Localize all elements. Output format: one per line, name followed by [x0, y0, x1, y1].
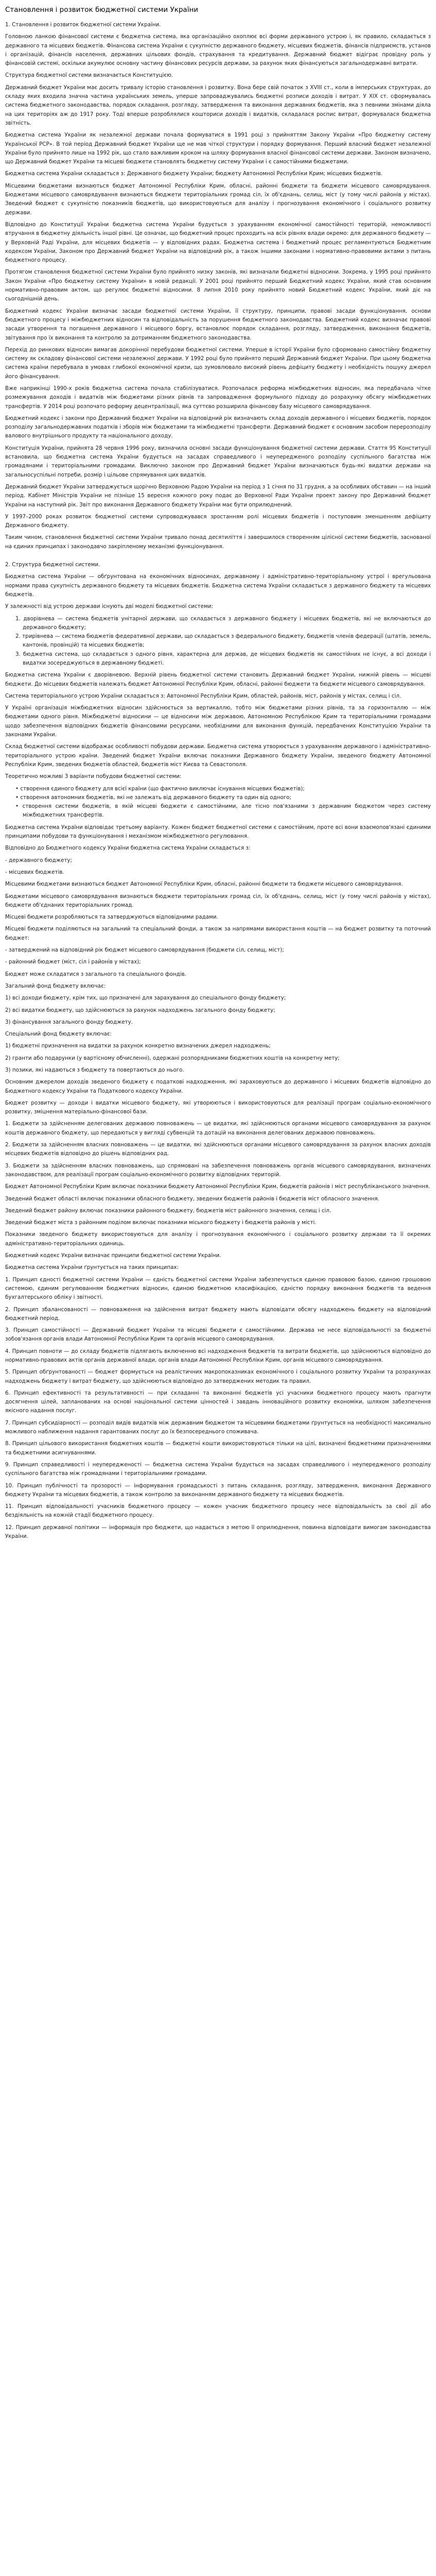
list-item: 1. дворівнева — система бюджетів унітарної держави, що складається з державного бюджету і місцевих бюджетів, які не включаються до державного бюджету;: [15, 615, 431, 631]
paragraph: 6. Принцип ефективності та результативності — при складанні та виконанні бюджетів усі учасники бюджетного процесу мають прагнути досягнення цілей, запланованих на основі національної системи цінностей і завдань інноваційного розвитку економіки, шляхом забезпечення якісного надання послуг.: [5, 1389, 431, 1414]
paragraph: Зведений бюджет району включає показники районного бюджету, бюджетів міст районного значення, селищ і сіл.: [5, 1207, 332, 1214]
paragraph: 8. Принцип цільового використання бюджетних коштів — бюджетні кошти використовуються тільки на цілі, визначені бюджетними призначеннями та бюджетними асигнуваннями.: [5, 1440, 431, 1456]
paragraph: 9. Принцип справедливості і неупередженості — бюджетна система України будується на засадах справедливого і неупередженого розподілу суспільного багатства між громадянами і територіальними громадами.: [5, 1461, 431, 1477]
paragraph: Протягом становлення бюджетної системи України було прийнято низку законів, які визначали бюджетні відносини. Зокрема, у 1995 році прийнято Закон України «Про бюджетну систему України» в новій редакції. У 2001 році прийнято перший Бюджетний кодекс України, який став основним нормативно-правовим актом, що регулює бюджетні відносини. 8 липня 2010 року прийнято новий Бюджетний кодекс України, який діє на сьогоднішній день.: [5, 269, 431, 302]
paragraph: У 1997–2000 роках розвиток бюджетної системи супроводжувався зростанням ролі місцевих бюджетів і поступовим зменшенням дефіциту Державного бюджету.: [5, 513, 431, 529]
paragraph: 3. Принцип самостійності — Державний бюджет України та місцеві бюджети є самостійними. Держава не несе відповідальності за бюджетні зобов'язання органів влади Автономної Республіки Крим та органів місцевого самоврядування.: [5, 1327, 431, 1343]
paragraph: Бюджетами місцевого самоврядування визнаються бюджети територіальних громад сіл, їх об'єднань, селищ, міст (у тому числі районів у містах), бюджети об'єднаних територіальних громад.: [5, 893, 431, 908]
paragraph: 2) гранти або подарунки (у вартісному обчисленні), одержані розпорядниками бюджетних коштів на конкретну мету;: [5, 1055, 340, 1061]
paragraph: Відповідно до Конституції України бюджетна система України будується з урахуванням економічної самостійності територій, неможливості втручання в бюджетну діяльність іншої рівні. Це означає, що бюджетний процес проходить на всіх рівнях влади окремо: для державного бюджету — у Верховній Раді України, для місцевих бюджетів — у відповідних радах. Бюджетна система і бюджетний процес регламентуються Бюджетним кодексом України, Законом про Державний бюджет України на відповідний рік, а також іншими законами і нормативно-правовими актами з питань бюджетного процесу.: [5, 221, 431, 264]
paragraph: Перехід до ринкових відносин вимагав докорінної перебудови бюджетної системи. Уперше в історії України було сформовано самостійну бюджетну систему як складову фінансової системи незалежної держави. У 1992 році було прийнято перший Державний бюджет України. При цьому бюджетна система країни перебувала в умовах глибокої економічної кризи, що зумовлювало високий рівень дефіциту бюджету і необхідність пошуку джерел його фінансування.: [5, 346, 431, 380]
paragraph: 1) всі доходи бюджету, крім тих, що призначені для зарахування до спеціального фонду бюджету;: [5, 995, 286, 1002]
paragraph: Склад бюджетної системи відображає особливості побудови держави. Бюджетна система утворюється з урахуванням державного і адміністративно-територіального устрою країни. Зведений бюджет України включає показники Державного бюджету України, зведеного бюджету Автономної Республіки Крим, зведених бюджетів областей, бюджетів міст Києва та Севастополя.: [5, 743, 431, 768]
paragraph: 1. Становлення і розвиток бюджетної системи України.: [5, 22, 161, 28]
paragraph: Бюджет може складатися з загального та спеціального фондів.: [5, 971, 186, 977]
paragraph: 2. Принцип збалансованості — повноваження на здійснення витрат бюджету мають відповідати обсягу надходжень бюджету на відповідний бюджетний період.: [5, 1306, 431, 1321]
list-item: 3. бюджетна система, що складається з одного рівня, характерна для держав, де місцевих бюджетів як самостійних не існує, а всі доходи і видатки зосереджуються в державному бюджеті.: [15, 651, 431, 666]
paragraph: Місцеві бюджети поділяються на загальний та спеціальний фонди, а також за напрямами використання коштів — на бюджет розвитку та поточний бюджет:: [5, 926, 431, 941]
paragraph: Показники зведеного бюджету використовуються для аналізу і прогнозування економічного і соціального розвитку держави та її окремих адміністративно-територіальних одиниць.: [5, 1231, 431, 1247]
paragraph: 1) бюджетні призначення на видатки за рахунок конкретно визначених джерел надходжень;: [5, 1043, 271, 1049]
document-title: Становлення і розвиток бюджетної системи України: [5, 6, 199, 14]
paragraph: 3) фінансування загального фонду бюджету.: [5, 1019, 133, 1025]
paragraph: Бюджетна система України складається з: Державного бюджету України; бюджету Автономної Республіки Крим; місцевих бюджетів.: [5, 171, 382, 177]
document-body: [5, 21, 431, 1541]
paragraph: Бюджетний кодекс України визначає засади бюджетної системи України, її структуру, принципи, правові засади функціонування, основи бюджетного процесу і міжбюджетних відносин та відповідальність за порушення бюджетного законодавства. Бюджетний кодекс визначає правові засади утворення та погашення державного і місцевого боргу, встановлює порядок складання, розгляду, затвердження, виконання бюджетів, звітування про їх виконання та контролю за дотриманням бюджетного законодавства.: [5, 308, 431, 341]
paragraph: Бюджетний кодекс і закони про Державний бюджет України на відповідний рік визначають склад доходів державного і місцевих бюджетів, порядок розподілу загальнодержавних податків і зборів між бюджетами та міжбюджетні трансферти. Державний бюджет є основним засобом перерозподілу валового внутрішнього продукту та національного доходу.: [5, 415, 431, 439]
paragraph: Зведений бюджет міста з районним поділом включає показники міського бюджету і бюджетів районів у місті.: [5, 1219, 317, 1226]
paragraph: Зведений бюджет області включає показники обласного бюджету, зведених бюджетів районів і бюджетів міст обласного значення.: [5, 1195, 379, 1202]
paragraph: Державний бюджет України затверджується щорічно Верховною Радою України на період з 1 січня по 31 грудня, а за особливих обставин — на інший період. Кабінет Міністрів України не пізніше 15 вересня кожного року подає до Верховної Ради України проект закону про Державний бюджет України на наступний рік. Звіт про виконання Державного бюджету України має бути оприлюднений.: [5, 483, 431, 508]
paragraph: - затверджений на відповідний рік бюджет місцевого самоврядування (бюджети сіл, селищ, міст);: [5, 947, 284, 954]
list-item: • створення єдиного бюджету для всієї країни (що фактично виключає існування місцевих бюджетів);: [15, 785, 305, 792]
paragraph: Місцеві бюджети розробляються та затверджуються відповідними радами.: [5, 914, 218, 921]
paragraph: Система територіального устрою України складається з: Автономної Республіки Крим, областей, районів, міст, районів у містах, селищ і сіл.: [5, 692, 402, 699]
paragraph: 3) позики, які надаються з бюджету та повертаються до нього.: [5, 1066, 184, 1073]
paragraph: Відповідно до Бюджетного кодексу України бюджетна система України складається з:: [5, 845, 251, 852]
paragraph: Бюджет розвитку — доходи і видатки місцевого бюджету, які утворюються і використовуються для реалізації програм соціально-економічного розвитку, зміцнення матеріально-фінансової бази.: [5, 1099, 431, 1115]
paragraph: Структура бюджетної системи визначається Конституцією.: [5, 72, 173, 79]
paragraph: Головною ланкою фінансової системи є бюджетна система, яка організаційно охоплює всі форми державного устрою і, як правило, складається з державного та місцевих бюджетів. Фінансова система України є сукупністю державного бюджету, місцевих бюджетів, фінансів підприємств, установ і організацій, фінансів населення, державних цільових фондів, страхування та кредитування. Державний бюджет відіграє провідну роль у фінансовій системі, оскільки акумулює основну частину фінансових ресурсів держави, за рахунок яких фінансуються загальнодержавні витрати.: [5, 33, 431, 67]
paragraph: 1. Принцип єдності бюджетної системи України — єдність бюджетної системи України забезпечується єдиною правовою базою, єдиною грошовою системою, єдиним регулюванням бюджетних відносин, єдиною бюджетною класифікацією, єдністю порядку виконання бюджетів та ведення бухгалтерського обліку і звітності.: [5, 1276, 431, 1301]
paragraph: 12. Принцип державної політики — інформація про бюджети, що надається з метою її оприлюднення, повинна відповідати вимогам законодавства України.: [5, 1524, 431, 1540]
paragraph: У Україні організація міжбюджетних відносин здійснюється за вертикаллю, тобто між бюджетами різних рівнів, та за горизонталлю — між бюджетами одного рівня. Міжбюджетні відносини — це відносини між державою, Автономною Республікою Крим та територіальними громадами щодо забезпечення відповідних бюджетів фінансовими ресурсами, необхідними для виконання функцій, передбачених Конституцією України та законами України.: [5, 705, 431, 738]
paragraph: Основним джерелом доходів зведеного бюджету є податкові надходження, які зараховуються до державного і місцевих бюджетів відповідно до Бюджетного кодексу України та Податкового кодексу України.: [5, 1079, 431, 1094]
paragraph: - державного бюджету;: [5, 857, 72, 863]
paragraph: Теоретично можливі 3 варіанти побудови бюджетної системи:: [5, 773, 182, 780]
paragraph: 2) всі видатки бюджету, що здійснюються за рахунок надходжень загального фонду бюджету;: [5, 1007, 275, 1013]
list-item: • створення системи бюджетів, в якій місцеві бюджети є самостійними, але тісно пов'язаними з державним бюджетом через систему міжбюджетних трансфертів.: [15, 803, 431, 819]
paragraph: Бюджетна система України ґрунтується на таких принципах:: [5, 1264, 179, 1271]
paragraph: У залежності від устрою держави існують дві моделі бюджетної системи:: [5, 603, 213, 610]
paragraph: 2. Структура бюджетної системи.: [5, 562, 100, 568]
paragraph: Таким чином, становлення бюджетної системи України тривало понад десятиліття і завершилося створенням цілісної системи бюджетів, заснованої на єдиних принципах і законодавчо закріпленому механізмі функціонування.: [5, 534, 431, 550]
paragraph: Бюджетний кодекс України визначає принципи бюджетної системи України.: [5, 1252, 221, 1259]
paragraph: Бюджетна система України як незалежної держави почала формуватися в 1991 році з прийняттям Закону України «Про бюджетну систему Української РСР». В той період Державний бюджет України ще не мав чіткої структури і порядку формування. Перший власний бюджет незалежної України було прийнято лише на 1992 рік, що стало важливим кроком на шляху формування власної фінансової системи держави. Законом визначено, що Державний бюджет України та місцеві бюджети становлять бюджетну систему України і є самостійними бюджетами.: [5, 132, 431, 165]
paragraph: Бюджет Автономної Республіки Крим включає показники бюджету Автономної Республіки Крим, бюджетів районів і міст республіканського значення.: [5, 1183, 430, 1190]
paragraph: Бюджетна система України — обґрунтована на економічних відносинах, державному і адміністративно-територіальному устрої і врегульована нормами права сукупність державного бюджету та місцевих бюджетів. Бюджетна система України складається з державного бюджету та місцевих бюджетів.: [5, 573, 431, 598]
paragraph: Спеціальний фонд бюджету включає:: [5, 1031, 112, 1038]
paragraph: Бюджетна система України відповідає третьому варіанту. Кожен бюджет бюджетної системи є самостійним, проте всі вони взаємопов'язані єдиними принципами побудови та функціонування і механізмом міжбюджетного регулювання.: [5, 824, 431, 840]
paragraph: Місцевими бюджетами визнаються бюджет Автономної Республіки Крим, обласні, районні бюджети та бюджети місцевого самоврядування. Бюджетами місцевого самоврядування визнаються бюджети територіальних громад сіл, їх об'єднань, селищ, міст (у тому числі районів у містах). Зведений бюджет є сукупністю показників бюджетів, що використовуються для аналізу і прогнозування економічного і соціального розвитку держави.: [5, 182, 431, 216]
paragraph: 1. Бюджети за здійсненням делегованих державою повноважень — це видатки, які здійснюються органами місцевого самоврядування за рахунок коштів державного бюджету, що передаються у вигляді субвенцій та дотацій на виконання делегованих державою повноважень.: [5, 1121, 431, 1136]
paragraph: - районний бюджет (міст, сіл і районів у містах);: [5, 959, 141, 965]
paragraph: Вже наприкінці 1990-х років бюджетна система почала стабілізуватися. Розпочалася реформа міжбюджетних відносин, яка передбачала чітке розмежування доходів і видатків між бюджетами різних рівнів та запровадження формульного підходу до розрахунку обсягу міжбюджетних трансфертів. У 2014 році розпочато реформу децентралізації, яка суттєво розширила фінансову базу місцевого самоврядування.: [5, 385, 431, 410]
list-item: • створення автономних бюджетів, які не залежать від державного бюджету та один від одного;: [15, 794, 291, 801]
paragraph: Загальний фонд бюджету включає:: [5, 982, 106, 989]
paragraph: Державний бюджет України має досить тривалу історію становлення і розвитку. Вона бере свій початок з XVIII ст., коли в імперських структурах, до складу яких входила значна частина українських земель, уперше запроваджувались бюджетні розписи доходів і витрат. У XIX ст. сформувалась система бюджетного законодавства, порядок складання, розгляду, затвердження та виконання державних бюджетів, яка з певними змінами діяла на цих територіях аж до 1917 року. Тоді вперше розроблялися кошториси доходів і видатків, складалася роспис витрат, формувалася бюджетна звітність.: [5, 84, 431, 126]
paragraph: 5. Принцип обґрунтованості — бюджет формується на реалістичних макропоказниках економічного і соціального розвитку України та розрахунках надходжень бюджету і витрат бюджету, що здійснюються відповідно до затверджених методик та правил.: [5, 1369, 431, 1384]
paragraph: 3. Бюджети за здійсненням власних повноважень, що спрямовані на забезпечення повноважень органів місцевого самоврядування, визначених законодавством, для реалізації програм соціально-економічного розвитку відповідних територій.: [5, 1162, 431, 1178]
paragraph: - місцевих бюджетів.: [5, 869, 64, 875]
paragraph: 2. Бюджети за здійсненням власних повноважень — це видатки, які здійснюються органами місцевого самоврядування за рахунок власних доходів місцевих бюджетів відповідно до рішень відповідних рад.: [5, 1142, 431, 1157]
paragraph: Конституція України, прийнята 28 червня 1996 року, визначила основні засади функціонування бюджетної системи держави. Стаття 95 Конституції встановила, що бюджетна система України будується на засадах справедливого і неупередженого розподілу суспільного багатства між громадянами і територіальними громадами. Виключно законом про Державний бюджет України визначаються будь-які видатки держави на загальносуспільні потреби, розмір і цільове спрямування цих видатків.: [5, 445, 431, 478]
paragraph: 7. Принцип субсидіарності — розподіл видів видатків між державним бюджетом та місцевими бюджетами ґрунтується на необхідності максимально можливого наближення надання гарантованих послуг до їх безпосереднього споживача.: [5, 1419, 431, 1435]
paragraph: Бюджетна система України є дворівневою. Верхній рівень бюджетної системи становить Державний бюджет України, нижній рівень — місцеві бюджети. До місцевих бюджетів належать бюджет Автономної Республіки Крим, обласні, районні бюджети та бюджети місцевого самоврядування.: [5, 672, 431, 687]
paragraph: 11. Принцип відповідальності учасників бюджетного процесу — кожен учасник бюджетного процесу несе відповідальність за свої дії або бездіяльність на кожній стадії бюджетного процесу.: [5, 1503, 431, 1519]
paragraph: Місцевими бюджетами визнаються бюджет Автономної Республіки Крим, обласні, районні бюджети та бюджети місцевого самоврядування.: [5, 881, 403, 888]
paragraph: 4. Принцип повноти — до складу бюджетів підлягають включенню всі надходження бюджетів та витрати бюджетів, що здійснюються відповідно до нормативно-правових актів органів державної влади, органів влади Автономної Республіки Крим, органів місцевого самоврядування.: [5, 1348, 431, 1363]
paragraph: 10. Принцип публічності та прозорості — інформування громадськості з питань складання, розгляду, затвердження, виконання Державного бюджету України та місцевих бюджетів, а також контролю за виконанням державного бюджету та місцевих бюджетів.: [5, 1482, 431, 1498]
list-item: 2. трирівнева — система бюджетів федеративної держави, що складається з федерального бюджету, бюджетів членів федерації (штатів, земель, кантонів, провінцій) та місцевих бюджетів;: [15, 633, 431, 649]
